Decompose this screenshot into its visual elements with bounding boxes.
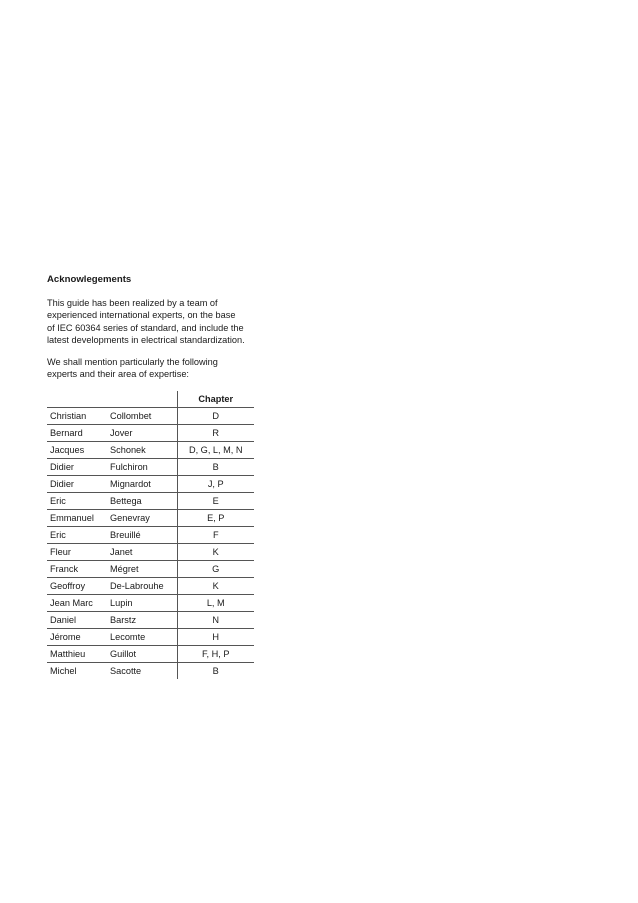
intro-paragraph: This guide has been realized by a team of experienced international experts, on the base of IEC 60364 series of standard, and include the latest developments in electrical standardization. (47, 298, 245, 345)
expert-first-name: Bernard (47, 425, 107, 442)
table-row (47, 459, 254, 476)
expert-chapter: K (177, 544, 254, 561)
experts-intro-paragraph: We shall mention particularly the following experts and their area of expertise: (47, 357, 218, 380)
table-row (47, 612, 254, 629)
expert-first-name: Matthieu (47, 646, 107, 663)
expert-chapter: D (177, 408, 254, 425)
expert-last-name: Lecomte (107, 629, 177, 646)
table-row (47, 646, 254, 663)
expert-chapter: B (177, 459, 254, 476)
acknowledgements-section (47, 274, 257, 394)
table-row (47, 425, 254, 442)
table-row (47, 476, 254, 493)
table-row (47, 408, 254, 425)
expert-first-name: Didier (47, 476, 107, 493)
expert-first-name: Eric (47, 527, 107, 544)
expert-last-name: De-Labrouhe (107, 578, 177, 595)
header-chapter: Chapter (177, 391, 254, 408)
expert-last-name: Bettega (107, 493, 177, 510)
expert-chapter: F (177, 527, 254, 544)
expert-chapter: E, P (177, 510, 254, 527)
table-row (47, 663, 254, 680)
expert-last-name: Guillot (107, 646, 177, 663)
expert-first-name: Christian (47, 408, 107, 425)
expert-chapter: H (177, 629, 254, 646)
table-row (47, 510, 254, 527)
expert-chapter: K (177, 578, 254, 595)
experts-table (47, 391, 254, 679)
table-row (47, 493, 254, 510)
experts-table-body (47, 408, 254, 680)
table-row (47, 629, 254, 646)
expert-chapter: F, H, P (177, 646, 254, 663)
expert-chapter: J, P (177, 476, 254, 493)
expert-last-name: Barstz (107, 612, 177, 629)
expert-chapter: D, G, L, M, N (177, 442, 254, 459)
expert-first-name: Jacques (47, 442, 107, 459)
expert-chapter: B (177, 663, 254, 680)
expert-last-name: Genevray (107, 510, 177, 527)
expert-last-name: Schonek (107, 442, 177, 459)
table-row (47, 544, 254, 561)
expert-first-name: Franck (47, 561, 107, 578)
table-row (47, 595, 254, 612)
expert-last-name: Collombet (107, 408, 177, 425)
expert-first-name: Jean Marc (47, 595, 107, 612)
section-heading: Acknowlegements (47, 274, 132, 285)
expert-last-name: Sacotte (110, 666, 142, 676)
expert-last-name: Lupin (107, 595, 177, 612)
table-header-row (47, 391, 254, 408)
expert-last-name: Janet (107, 544, 177, 561)
expert-last-name: Mégret (107, 561, 177, 578)
table-row (47, 578, 254, 595)
table-row (47, 561, 254, 578)
expert-chapter: E (177, 493, 254, 510)
table-row (47, 442, 254, 459)
expert-chapter: L, M (177, 595, 254, 612)
expert-first-name: Eric (47, 493, 107, 510)
expert-first-name: Geoffroy (47, 578, 107, 595)
expert-last-name: Fulchiron (107, 459, 177, 476)
header-last-name (107, 391, 177, 408)
table-row (47, 527, 254, 544)
expert-chapter: G (177, 561, 254, 578)
header-first-name (47, 391, 107, 408)
expert-first-name: Fleur (47, 544, 107, 561)
expert-last-name: Breuillé (107, 527, 177, 544)
expert-first-name: Daniel (47, 612, 107, 629)
expert-first-name: Didier (47, 459, 107, 476)
expert-chapter: R (177, 425, 254, 442)
expert-last-name: Mignardot (107, 476, 177, 493)
expert-first-name: Jérome (47, 629, 107, 646)
expert-chapter: N (177, 612, 254, 629)
expert-first-name: Emmanuel (47, 510, 107, 527)
expert-last-name: Jover (107, 425, 177, 442)
expert-first-name: Michel (50, 666, 77, 676)
